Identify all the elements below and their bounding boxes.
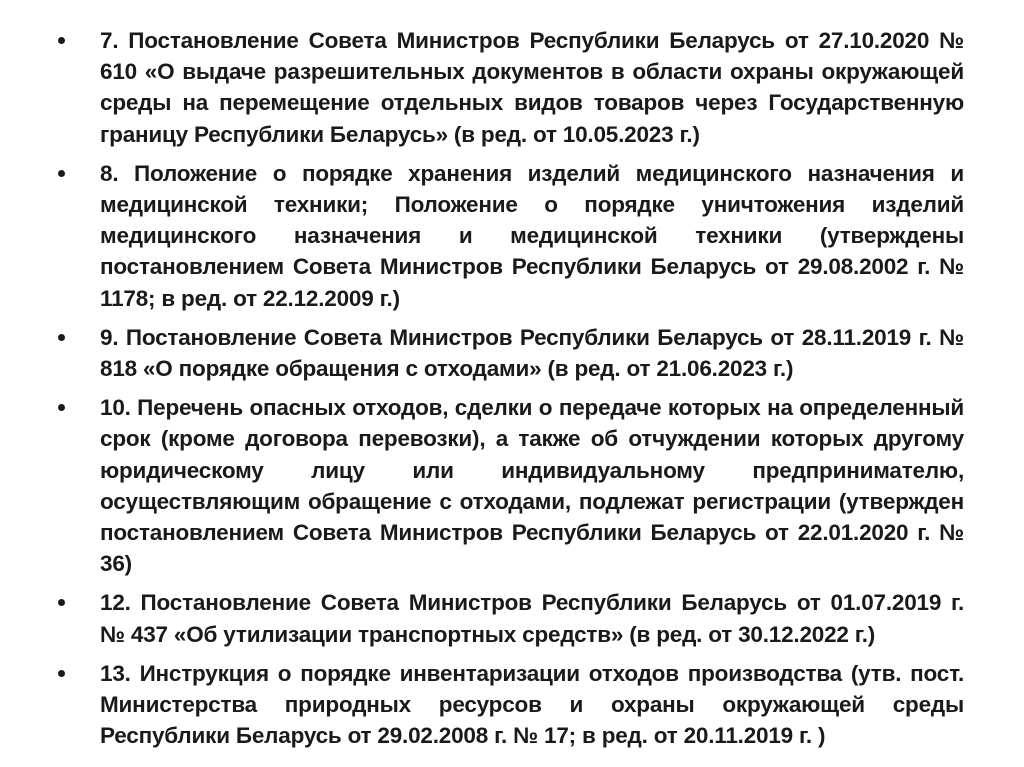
bullet-icon [58,334,65,341]
list-item [58,322,964,384]
list-item-text: 10. Перечень опасных отходов, сделки о передаче которых на определенный срок (кроме договора перевозки), а также об отчуждении которых другому юридическому лицу или индивидуальному предпринимателю, осуществляющим обращение с отходами, подлежат регистрации (утвержден постановлением Совета Министров Республики Беларусь от 22.01.2020 г. № 36) [100,395,964,577]
bullet-icon [58,670,65,677]
regulation-list [58,25,964,759]
bullet-icon [58,404,65,411]
list-item-text: 9. Постановление Совета Министров Республики Беларусь от 28.11.2019 г. № 818 «О порядке обращения с отходами» (в ред. от 21.06.2023 г.) [100,324,964,382]
list-item-text: 13. Инструкция о порядке инвентаризации отходов производства (утв. пост. Министерства природных ресурсов и охраны окружающей среды Республики Беларусь от 29.02.2008 г. № 17; в ред. от 20.11.2019 г. ) [100,660,964,749]
bullet-icon [58,37,65,44]
list-item [58,658,964,752]
list-item-text: 8. Положение о порядке хранения изделий медицинского назначения и медицинской техники; Положение о порядке уничтожения изделий медицинского назначения и медицинской техники (утверждены постановлением Совета Министров Республики Беларусь от 29.08.2002 г. № 1178; в ред. от 22.12.2009 г.) [100,160,964,311]
list-item [58,158,964,314]
list-item [58,25,964,150]
list-item [58,587,964,649]
bullet-icon [58,599,65,606]
list-item [58,392,964,579]
bullet-icon [58,170,65,177]
list-item-text: 12. Постановление Совета Министров Республики Беларусь от 01.07.2019 г. № 437 «Об утилизации транспортных средств» (в ред. от 30.12.2022 г.) [100,590,964,647]
list-item-text: 7. Постановление Совета Министров Республики Беларусь от 27.10.2020 № 610 «О выдаче разрешительных документов в области охраны окружающей среды на перемещение отдельных видов товаров через Государственную границу Республики Беларусь» (в ред. от 10.05.2023 г.) [100,28,964,147]
